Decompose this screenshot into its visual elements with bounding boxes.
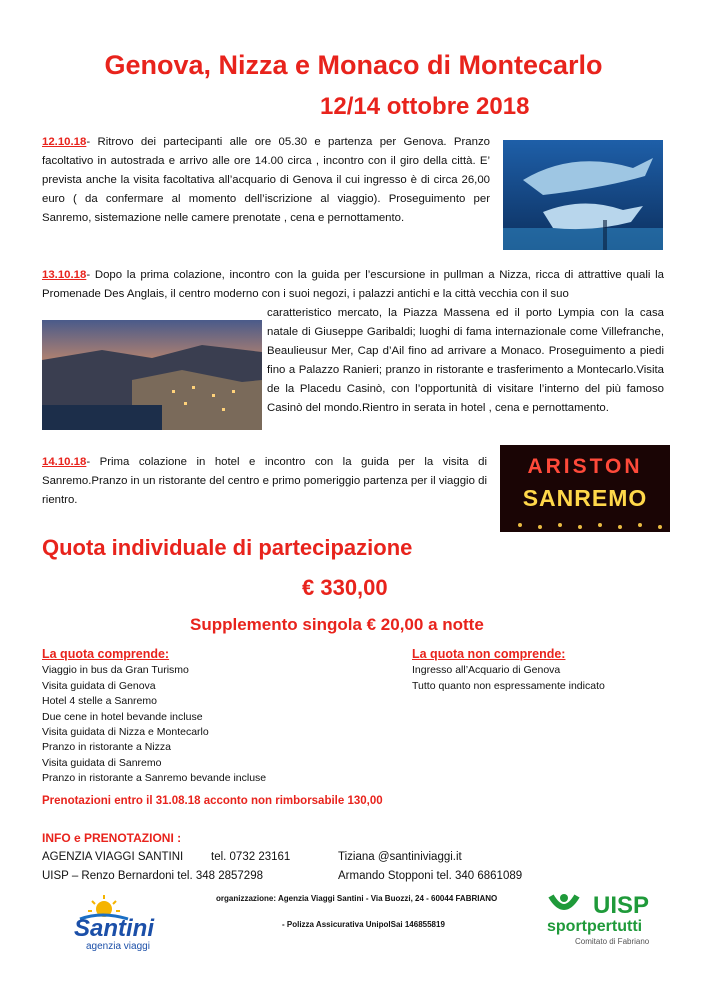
uisp-logo xyxy=(545,890,675,952)
includes-item: Visita guidata di Nizza e Montecarlo xyxy=(42,726,209,739)
santini-name: Santini xyxy=(74,915,155,942)
itinerary-day-3 xyxy=(42,453,487,510)
organization-line xyxy=(216,894,497,903)
excludes-item: Ingresso all’Acquario di Genova xyxy=(412,664,561,677)
agency-phone: tel. 0732 23161 xyxy=(211,851,291,863)
day-3-date: 14.10.18 xyxy=(42,456,87,468)
day-2-date: 13.10.18 xyxy=(42,269,87,281)
armando-contact: Armando Stopponi tel. 340 6861089 xyxy=(338,870,523,882)
includes-title: La quota comprende: xyxy=(42,647,170,661)
ariston-sanremo-image xyxy=(500,445,670,532)
montecarlo-image xyxy=(42,320,262,430)
organization-label: organizzazione: xyxy=(216,894,277,903)
info-title: INFO e PRENOTAZIONI : xyxy=(42,831,182,845)
uisp-contact: UISP – Renzo Bernardoni tel. 348 2857298 xyxy=(42,870,263,882)
day-3-text: - Prima colazione in hotel e incontro con la guida per la visita di Sanremo.Pranzo in un ristorante del centro e primo pomeriggio partenza per il viaggio di rientro. xyxy=(42,456,487,506)
excludes-title: La quota non comprende: xyxy=(412,647,566,661)
includes-item: Hotel 4 stelle a Sanremo xyxy=(42,695,157,708)
includes-item: Viaggio in bus da Gran Turismo xyxy=(42,664,189,677)
price-heading: Quota individuale di partecipazione xyxy=(42,535,413,560)
agency-email: Tiziana @santiniviaggi.it xyxy=(338,851,462,863)
day-1-date: 12.10.18 xyxy=(42,136,87,148)
excludes-item: Tutto quanto non espressamente indicato xyxy=(412,679,605,692)
organization-text: Agenzia Viaggi Santini - Via Buozzi, 24 - 60044 FABRIANO xyxy=(277,894,498,903)
itinerary-day-1 xyxy=(42,133,490,228)
includes-item: Visita guidata di Sanremo xyxy=(42,756,162,769)
day-2-text: - Dopo la prima colazione, incontro con la guida per l’escursione in pullman a Nizza, ricca di attrattive quali la Promenade Des Anglais, il centro moderno con i suoi negozi, i palazzi antichi e la città vecchia con il suo xyxy=(42,269,664,300)
single-supplement: Supplemento singola € 20,00 a notte xyxy=(190,615,484,634)
trip-dates: 12/14 ottobre 2018 xyxy=(320,93,530,120)
page-title: Genova, Nizza e Monaco di Montecarlo xyxy=(104,50,603,80)
ariston-sign: ARISTON xyxy=(527,455,643,478)
includes-list xyxy=(42,647,372,787)
booking-deadline: Prenotazioni entro il 31.08.18 acconto non rimborsabile 130,00 xyxy=(42,795,383,807)
includes-item: Visita guidata di Genova xyxy=(42,679,156,692)
price-amount: € 330,00 xyxy=(302,575,388,600)
includes-item: Due cene in hotel bevande incluse xyxy=(42,710,203,723)
sanremo-sign: SANREMO xyxy=(522,485,648,511)
uisp-name: UISP xyxy=(593,892,650,919)
itinerary-day-2-continued: caratteristico mercato, la Piazza Massena ed il porto Lympia con la casa natale di Giuseppe Garibaldi; luoghi di fama internazionale come Villefranche, Beaulieusur Mer, Cap d’Ail fino ad arrivare a Monaco. Proseguimento a piedi fino a Palazzo Ranieri; pranzo in ristorante e trasferimento a Montecarlo.Visita de la Placedu Casinò, con l’opportunità di visitare l’interno del più famoso Casinò del mondo.Rientro in serata in hotel , cena e pernottamento. xyxy=(267,307,664,414)
includes-item: Pranzo in ristorante a Sanremo bevande incluse xyxy=(42,772,267,785)
insurance-line: - Polizza Assicurativa UnipolSai 146855819 xyxy=(282,920,445,929)
dolphins-image xyxy=(503,140,663,250)
uisp-subtitle: sportpertutti xyxy=(547,918,643,935)
santini-logo xyxy=(72,893,182,955)
uisp-tagline: Comitato di Fabriano xyxy=(575,937,650,946)
includes-item: Pranzo in ristorante a Nizza xyxy=(42,741,171,754)
day-1-text: - Ritrovo dei partecipanti alle ore 05.30 e partenza per Genova. Pranzo facoltativo in autostrada e arrivo alle ore 14.00 circa , incontro con il giro della città. E’ prevista anche la visita facoltativa all’acquario di Genova il cui ingresso è di circa 26,00 euro ( da confermare al momento dell’iscrizione al viaggio). Proseguimento per Sanremo, sistemazione nelle camere prenotate , cena e pernottamento. xyxy=(42,136,490,224)
itinerary-day-2 xyxy=(42,266,664,304)
santini-subtitle: agenzia viaggi xyxy=(86,941,150,952)
agency-name: AGENZIA VIAGGI SANTINI xyxy=(42,851,184,863)
excludes-list xyxy=(412,647,672,694)
